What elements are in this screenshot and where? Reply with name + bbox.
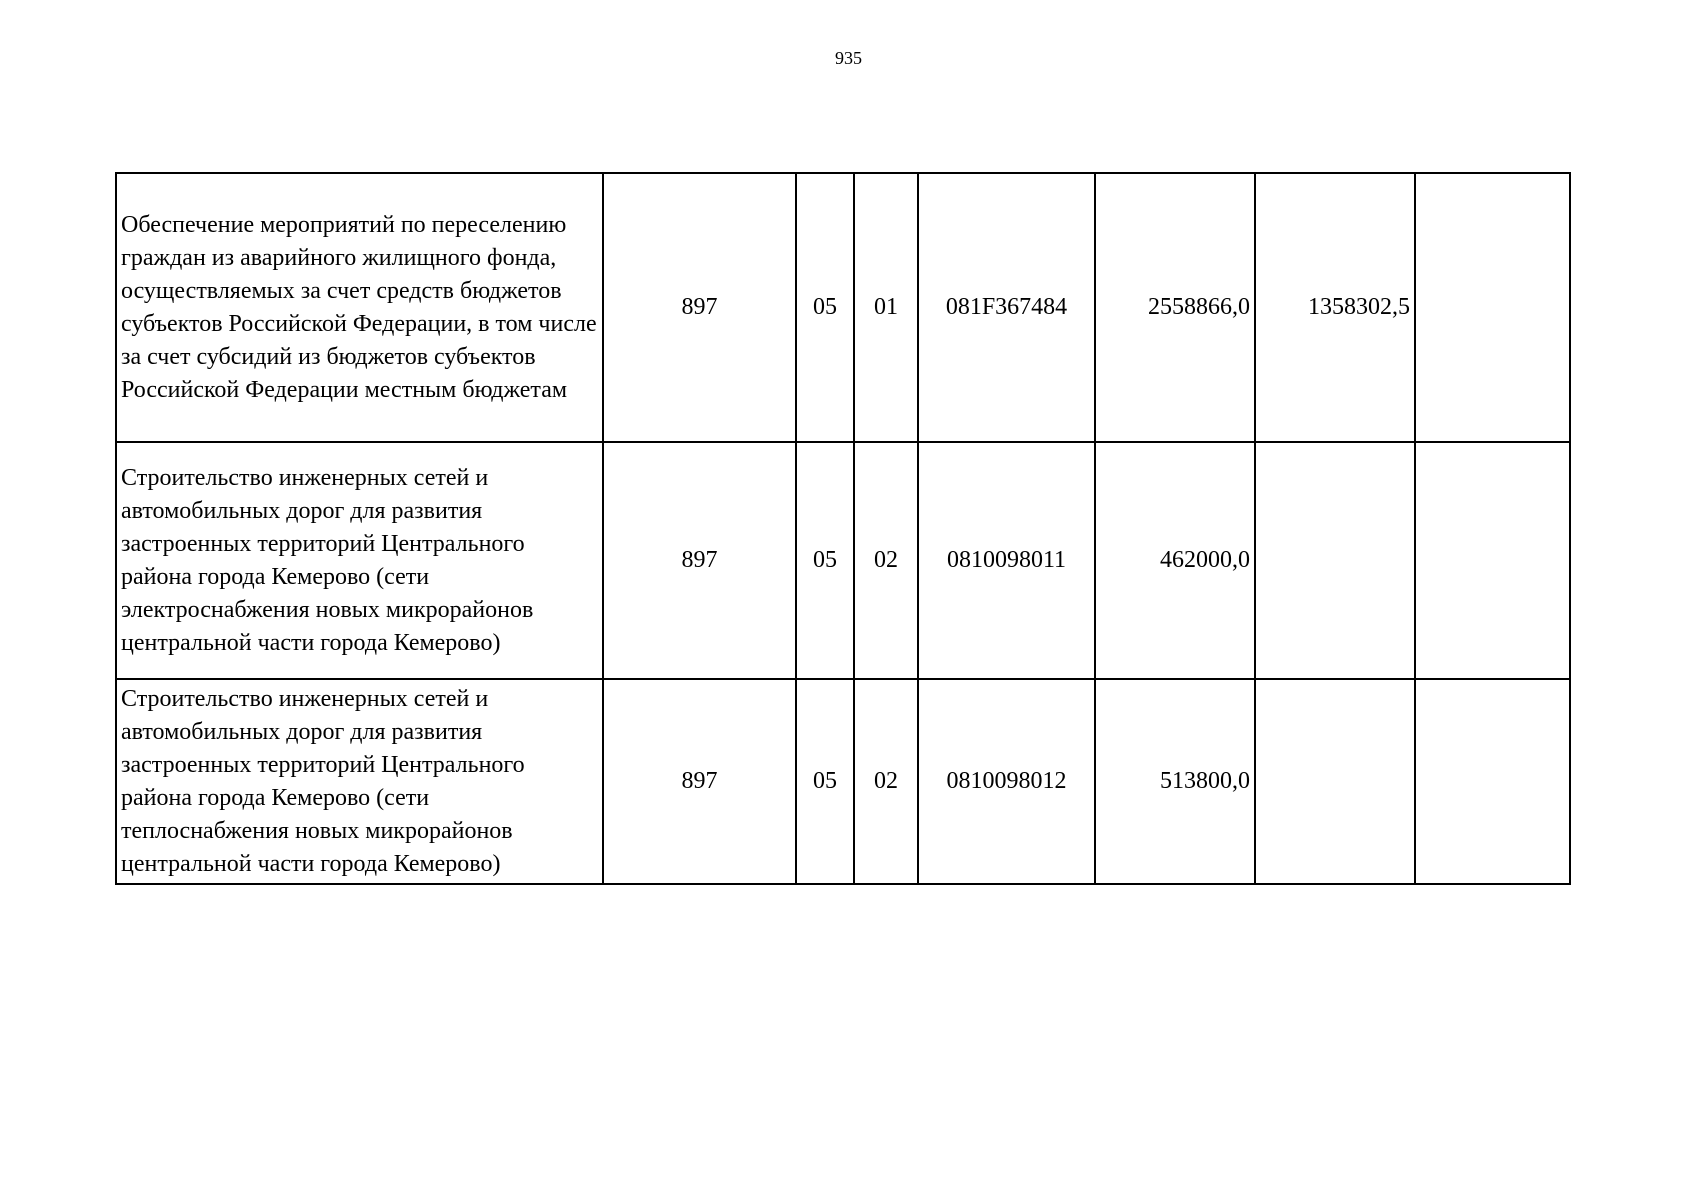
row-section-code: 05 xyxy=(796,442,854,679)
row-amount-1: 2558866,0 xyxy=(1095,173,1255,442)
row-target-article-code: 081F367484 xyxy=(918,173,1095,442)
row-amount-1: 462000,0 xyxy=(1095,442,1255,679)
row-amount-3 xyxy=(1415,679,1570,884)
row-target-article-code: 0810098012 xyxy=(918,679,1095,884)
row-subsection-code: 02 xyxy=(854,442,918,679)
row-description: Строительство инженерных сетей и автомобильных дорог для развития застроенных территорий Центрального района города Кемерово (сети теплоснабжения новых микрорайонов центральной части города Кемерово) xyxy=(116,679,603,884)
row-target-article-code: 0810098011 xyxy=(918,442,1095,679)
row-amount-3 xyxy=(1415,173,1570,442)
page-number: 935 xyxy=(835,48,862,68)
row-ved-code: 897 xyxy=(603,173,796,442)
row-subsection-code: 02 xyxy=(854,679,918,884)
row-ved-code: 897 xyxy=(603,442,796,679)
row-section-code: 05 xyxy=(796,679,854,884)
row-subsection-code: 01 xyxy=(854,173,918,442)
budget-table xyxy=(115,172,1571,885)
row-section-code: 05 xyxy=(796,173,854,442)
row-amount-2 xyxy=(1255,679,1415,884)
row-description: Строительство инженерных сетей и автомобильных дорог для развития застроенных территорий Центрального района города Кемерово (сети электроснабжения новых микрорайонов центральной части города Кемерово) xyxy=(116,442,603,679)
row-amount-2: 1358302,5 xyxy=(1255,173,1415,442)
row-amount-3 xyxy=(1415,442,1570,679)
table-row xyxy=(116,679,1570,884)
row-description: Обеспечение мероприятий по переселению граждан из аварийного жилищного фонда, осуществляемых за счет средств бюджетов субъектов Российской Федерации, в том числе за счет субсидий из бюджетов субъектов Российской Федерации местным бюджетам xyxy=(116,173,603,442)
table-row xyxy=(116,442,1570,679)
table-row xyxy=(116,173,1570,442)
row-amount-1: 513800,0 xyxy=(1095,679,1255,884)
row-amount-2 xyxy=(1255,442,1415,679)
row-ved-code: 897 xyxy=(603,679,796,884)
